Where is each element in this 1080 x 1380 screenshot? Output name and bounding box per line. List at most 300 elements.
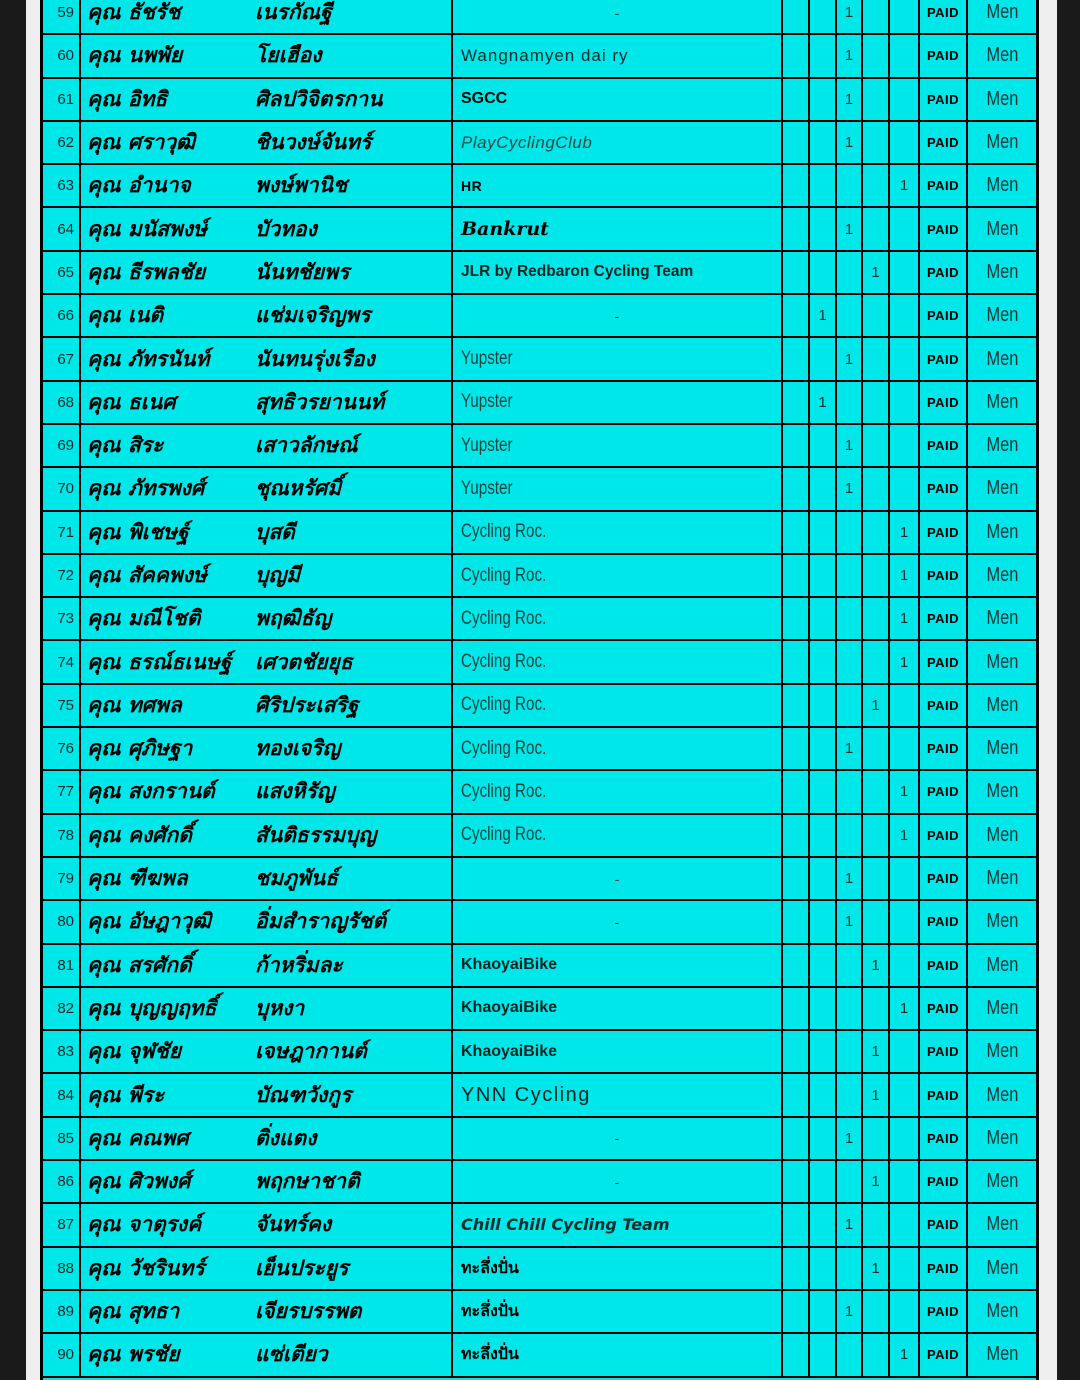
category-cell-4: 1 [863,252,890,293]
category-cell-5: 1 [890,988,920,1029]
team-cell: Cycling Roc. [453,685,783,726]
category-cell-4 [863,338,890,379]
table-row [43,1334,1036,1377]
name-cell [81,425,453,466]
first-name: คุณ ธัชรัช [87,0,181,25]
category-cell-5 [890,468,920,509]
table-row [43,1291,1036,1334]
gender-cell: Men [986,607,1018,630]
category-cell-2 [810,901,837,942]
table-row [43,945,1036,988]
row-number-cell: 85 [43,1118,81,1159]
first-name: คุณ ธีรพลชัย [87,258,206,284]
category-cell-1 [783,512,810,553]
category-cell-5 [890,122,920,163]
gender-cell: Men [986,1,1018,24]
category-cell-2 [810,555,837,596]
category-cell-2 [810,512,837,553]
name-cell [81,1291,453,1332]
category-cell-4 [863,555,890,596]
category-cell-4 [863,1118,890,1159]
category-cell-4 [863,598,890,639]
category-cell-3: 1 [837,858,863,899]
category-cell-5 [890,1074,920,1115]
category-cell-4 [863,468,890,509]
category-cell-1 [783,1074,810,1115]
first-name: คุณ ศุภิษฐา [87,735,193,761]
category-cell-2 [810,1334,837,1375]
category-cell-4 [863,512,890,553]
last-name: นันทนรุ่งเรือง [255,345,375,371]
category-cell-1 [783,79,810,120]
category-cell-1 [783,945,810,986]
row-number-cell: 83 [43,1031,81,1072]
gender-cell: Men [986,87,1018,110]
category-cell-5 [890,208,920,249]
table-row [43,165,1036,208]
name-cell [81,641,453,682]
category-cell-3 [837,165,863,206]
name-cell [81,685,453,726]
category-cell-5 [890,1248,920,1289]
category-cell-2 [810,945,837,986]
first-name: คุณ สงกรานต์ [87,778,215,804]
gender-cell: Men [986,304,1018,327]
row-number-cell: 63 [43,165,81,206]
category-cell-4 [863,858,890,899]
category-cell-1 [783,295,810,336]
category-cell-2 [810,79,837,120]
last-name: อิ่มสำราญรัชต์ [255,908,387,934]
name-cell [81,945,453,986]
category-cell-3 [837,382,863,423]
first-name: คุณ จาตุรงค์ [87,1211,202,1237]
category-cell-5 [890,945,920,986]
gender-cell: Men [986,910,1018,933]
table-row [43,122,1036,165]
gender-cell: Men [986,217,1018,240]
category-cell-5 [890,685,920,726]
payment-status-cell: PAID [920,1118,968,1159]
gender-cell: Men [986,1213,1018,1236]
row-number-cell: 88 [43,1248,81,1289]
first-name: คุณ พิเชษฐ์ [87,518,189,544]
first-name: คุณ ศิวพงศ์ [87,1168,191,1194]
team-cell: Yupster [453,468,783,509]
gender-cell: Men [986,44,1018,67]
category-cell-2 [810,1074,837,1115]
table-row [43,641,1036,684]
table-row [43,1074,1036,1117]
name-cell [81,468,453,509]
category-cell-4: 1 [863,1248,890,1289]
name-cell [81,555,453,596]
row-number-cell: 67 [43,338,81,379]
payment-status-cell: PAID [920,512,968,553]
table-row [43,382,1036,425]
row-number-cell: 65 [43,252,81,293]
gender-cell: Men [986,737,1018,760]
category-cell-4 [863,901,890,942]
payment-status-cell: PAID [920,1074,968,1115]
payment-status-cell: PAID [920,295,968,336]
table-row [43,468,1036,511]
category-cell-2 [810,425,837,466]
payment-status-cell: PAID [920,382,968,423]
last-name: บุหงา [255,994,305,1020]
team-cell: KhaoyaiBike [453,945,783,986]
payment-status-cell: PAID [920,1291,968,1332]
table-row [43,901,1036,944]
category-cell-5: 1 [890,1334,920,1375]
payment-status-cell: PAID [920,1204,968,1245]
category-cell-4: 1 [863,685,890,726]
first-name: คุณ เนติ [87,302,164,328]
payment-status-cell: PAID [920,771,968,812]
team-cell: ทะลึ่งปั่น [453,1291,783,1332]
category-cell-3: 1 [837,79,863,120]
category-cell-3 [837,1248,863,1289]
category-cell-3: 1 [837,208,863,249]
team-cell: Cycling Roc. [453,815,783,856]
row-number-cell: 82 [43,988,81,1029]
row-number-cell: 78 [43,815,81,856]
last-name: พฤกษาชาติ [255,1168,360,1194]
payment-status-cell: PAID [920,858,968,899]
team-cell: SGCC [453,79,783,120]
row-number-cell: 64 [43,208,81,249]
name-cell [81,252,453,293]
team-cell: KhaoyaiBike [453,988,783,1029]
name-cell [81,295,453,336]
name-cell [81,901,453,942]
first-name: คุณ อิทธิ [87,85,168,111]
letterbox-right [1057,0,1080,1380]
category-cell-5 [890,1031,920,1072]
payment-status-cell: PAID [920,728,968,769]
payment-status-cell: PAID [920,338,968,379]
category-cell-3 [837,1161,863,1202]
name-cell [81,512,453,553]
table-row [43,1118,1036,1161]
first-name: คุณ คงศักดิ์ [87,821,192,847]
category-cell-2 [810,1291,837,1332]
category-cell-4 [863,988,890,1029]
first-name: คุณ ธรณ์ธเนษฐ์ [87,648,232,674]
category-cell-5: 1 [890,165,920,206]
category-cell-4 [863,641,890,682]
category-cell-4 [863,815,890,856]
category-cell-4 [863,728,890,769]
category-cell-2 [810,468,837,509]
category-cell-2 [810,1248,837,1289]
category-cell-3 [837,598,863,639]
last-name: เนรกัณฐี [255,0,332,25]
category-cell-1 [783,858,810,899]
category-cell-5 [890,382,920,423]
category-cell-5 [890,295,920,336]
name-cell [81,1074,453,1115]
name-cell [81,1161,453,1202]
category-cell-3: 1 [837,1291,863,1332]
payment-status-cell: PAID [920,685,968,726]
team-cell: - [453,901,783,942]
last-name: ติ่งแตง [255,1124,317,1150]
category-cell-1 [783,1204,810,1245]
category-cell-3 [837,512,863,553]
category-cell-2 [810,252,837,293]
category-cell-5: 1 [890,815,920,856]
team-cell: YNN Cycling [453,1074,783,1115]
last-name: ศิลปวิจิตรกาน [255,85,383,111]
first-name: คุณ ฑีฆพล [87,865,188,891]
row-number-cell: 84 [43,1074,81,1115]
last-name: ชมภูพันธ์ [255,865,338,891]
team-cell: Cycling Roc. [453,555,783,596]
payment-status-cell: PAID [920,555,968,596]
category-cell-2 [810,35,837,76]
table-row [43,858,1036,901]
category-cell-1 [783,555,810,596]
category-cell-3: 1 [837,901,863,942]
category-cell-1 [783,728,810,769]
last-name: นันทชัยพร [255,258,350,284]
category-cell-1 [783,901,810,942]
category-cell-5 [890,1204,920,1245]
category-cell-1 [783,208,810,249]
category-cell-2 [810,685,837,726]
category-cell-2 [810,1204,837,1245]
team-cell: ทะลึ่งปั่น [453,1334,783,1375]
first-name: คุณ นพพัย [87,42,183,68]
category-cell-2: 1 [810,382,837,423]
row-number-cell: 76 [43,728,81,769]
category-cell-4 [863,165,890,206]
last-name: จันทร์คง [255,1211,332,1237]
first-name: คุณ บุญญฤทธิ์ [87,994,217,1020]
gender-cell: Men [986,823,1018,846]
team-cell: Chill Chill Cycling Team [453,1204,783,1245]
row-number-cell: 73 [43,598,81,639]
table-row [43,988,1036,1031]
name-cell [81,1204,453,1245]
gender-cell: Men [986,1256,1018,1279]
last-name: ชินวงษ์จันทร์ [255,129,372,155]
gender-cell: Men [986,1343,1018,1366]
category-cell-2 [810,641,837,682]
category-cell-4: 1 [863,1074,890,1115]
row-number-cell: 72 [43,555,81,596]
letterbox-left [0,0,26,1380]
category-cell-2: 1 [810,295,837,336]
gender-cell: Men [986,564,1018,586]
table-row [43,598,1036,641]
table-row [43,35,1036,78]
payment-status-cell: PAID [920,901,968,942]
category-cell-1 [783,988,810,1029]
payment-status-cell: PAID [920,1248,968,1289]
name-cell [81,858,453,899]
gender-cell: Men [986,693,1018,716]
last-name: ทองเจริญ [255,735,341,761]
row-number-cell: 81 [43,945,81,986]
first-name: คุณ มณีโชติ [87,605,201,631]
name-cell [81,165,453,206]
last-name: บัวทอง [255,215,317,241]
first-name: คุณ พรชัย [87,1341,180,1367]
first-name: คุณ ศราวุฒิ [87,129,196,155]
category-cell-3 [837,988,863,1029]
last-name: แซ่เตียว [255,1341,328,1367]
category-cell-1 [783,771,810,812]
category-cell-1 [783,815,810,856]
table-row [43,79,1036,122]
category-cell-4: 1 [863,1031,890,1072]
row-number-cell: 69 [43,425,81,466]
team-cell: - [453,1118,783,1159]
name-cell [81,1334,453,1375]
name-cell [81,79,453,120]
row-number-cell: 80 [43,901,81,942]
table-row [43,771,1036,814]
name-cell [81,728,453,769]
payment-status-cell: PAID [920,208,968,249]
category-cell-3 [837,1074,863,1115]
payment-status-cell: PAID [920,79,968,120]
category-cell-3: 1 [837,468,863,509]
table-row [43,512,1036,555]
table-row [43,295,1036,338]
last-name: โยเฮือง [255,42,322,68]
gender-cell: Men [986,390,1018,413]
category-cell-1 [783,641,810,682]
team-cell: Cycling Roc. [453,598,783,639]
category-cell-5: 1 [890,641,920,682]
gender-cell: Men [986,347,1018,370]
team-cell: Cycling Roc. [453,771,783,812]
payment-status-cell: PAID [920,945,968,986]
category-cell-1 [783,382,810,423]
name-cell [81,598,453,639]
table-row [43,0,1036,35]
category-cell-5: 1 [890,771,920,812]
category-cell-1 [783,338,810,379]
category-cell-2 [810,165,837,206]
team-cell: HR [453,165,783,206]
category-cell-3: 1 [837,425,863,466]
name-cell [81,382,453,423]
row-number-cell: 59 [43,0,81,33]
category-cell-5: 1 [890,512,920,553]
first-name: คุณ สุทธา [87,1298,180,1324]
last-name: ชุณหรัศมิ์ [255,475,342,501]
table-row [43,1031,1036,1074]
gender-cell: Men [986,174,1018,197]
payment-status-cell: PAID [920,1334,968,1375]
table-row [43,555,1036,598]
first-name: คุณ สิระ [87,432,164,458]
category-cell-1 [783,165,810,206]
category-cell-2 [810,1118,837,1159]
row-number-cell: 68 [43,382,81,423]
category-cell-3: 1 [837,0,863,33]
last-name: สุทธิวรยานนท์ [255,388,385,414]
category-cell-2 [810,858,837,899]
last-name: แสงหิรัญ [255,778,335,804]
gender-cell: Men [986,953,1018,976]
name-cell [81,1118,453,1159]
row-number-cell: 86 [43,1161,81,1202]
gender-cell: Men [986,1040,1018,1063]
payment-status-cell: PAID [920,1161,968,1202]
payment-status-cell: PAID [920,252,968,293]
category-cell-5 [890,79,920,120]
table-row [43,728,1036,771]
payment-status-cell: PAID [920,468,968,509]
category-cell-3: 1 [837,338,863,379]
category-cell-4 [863,208,890,249]
category-cell-4: 1 [863,945,890,986]
category-cell-1 [783,0,810,33]
gender-cell: Men [986,520,1018,543]
payment-status-cell: PAID [920,0,968,33]
gender-cell: Men [986,434,1018,457]
category-cell-3 [837,945,863,986]
category-cell-2 [810,771,837,812]
category-cell-2 [810,122,837,163]
category-cell-4 [863,0,890,33]
category-cell-2 [810,815,837,856]
category-cell-1 [783,1334,810,1375]
team-cell: Bankrut [453,208,783,249]
last-name: พงษ์พานิช [255,172,348,198]
row-number-cell: 70 [43,468,81,509]
first-name: คุณ มนัสพงษ์ [87,215,207,241]
category-cell-5 [890,252,920,293]
table-row [43,815,1036,858]
category-cell-4 [863,771,890,812]
category-cell-5 [890,1161,920,1202]
category-cell-1 [783,1248,810,1289]
category-cell-2 [810,208,837,249]
first-name: คุณ อัษฎาวุฒิ [87,908,211,934]
name-cell [81,338,453,379]
payment-status-cell: PAID [920,1031,968,1072]
table-row [43,685,1036,728]
category-cell-4 [863,425,890,466]
last-name: เจษฎากานต์ [255,1038,367,1064]
category-cell-1 [783,598,810,639]
category-cell-4 [863,1291,890,1332]
row-number-cell: 62 [43,122,81,163]
name-cell [81,1031,453,1072]
registration-table [40,0,1039,1380]
team-cell: PlayCyclingClub [453,122,783,163]
category-cell-2 [810,0,837,33]
category-cell-3 [837,295,863,336]
row-number-cell: 60 [43,35,81,76]
category-cell-4 [863,295,890,336]
team-cell: Yupster [453,382,783,423]
category-cell-1 [783,1031,810,1072]
last-name: บุญมี [255,562,301,587]
team-cell: - [453,0,783,33]
last-name: บุสดี [255,518,295,544]
payment-status-cell: PAID [920,598,968,639]
team-cell: KhaoyaiBike [453,1031,783,1072]
category-cell-5: 1 [890,598,920,639]
category-cell-2 [810,728,837,769]
